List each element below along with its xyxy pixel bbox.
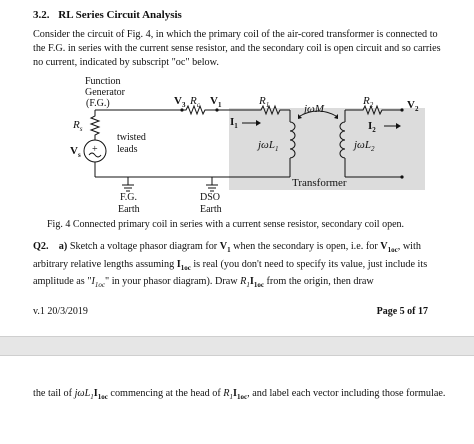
fg-earth-label2: Earth	[118, 204, 140, 215]
section-title: RL Series Circuit Analysis	[58, 9, 182, 21]
q-i1oc: $I_{1oc}$	[176, 258, 191, 272]
q-text-5: " in your phasor diagram). Draw	[105, 276, 238, 288]
rc-label: $R_c$	[190, 95, 200, 109]
figure-caption: Fig. 4 Connected primary coil in series with a current sense resistor, secondary coil open.	[47, 219, 405, 230]
i1-label: $I_1$	[230, 116, 238, 130]
continuation-paragraph	[33, 387, 451, 405]
vs-label: $V_s$	[70, 145, 81, 159]
c-r1: $R_1$	[223, 388, 234, 402]
version-footer: v.1 20/3/2019	[33, 306, 88, 317]
c-text-1: the tail of	[33, 388, 73, 399]
c-i1oc: $I_{1oc}$	[93, 388, 108, 402]
q-text-2: when the secondary is open, i.e. for	[233, 241, 378, 252]
q-r1: $R_1$	[240, 276, 250, 290]
i2-label: $I_2$	[368, 120, 376, 134]
dso-earth-label2: Earth	[200, 204, 222, 215]
jwl1-label: jωL$_1$	[258, 139, 279, 153]
circuit-figure	[62, 74, 437, 218]
fg-earth-label1: F.G.	[120, 192, 137, 203]
q-text-6: from the origin, then draw	[266, 276, 374, 288]
jwl2-label: jωL$_2$	[354, 139, 375, 153]
question-part: a)	[58, 241, 68, 252]
r1-label: $R_1$	[259, 95, 270, 109]
question-q2	[33, 240, 451, 293]
c-jwl1: jωL$_1$	[74, 388, 94, 402]
question-number: Q2.	[33, 241, 49, 252]
twisted-label: twisted	[117, 132, 146, 143]
section-heading	[33, 9, 182, 21]
section-number: 3.2.	[33, 9, 50, 21]
q-i1oc-2: $I_{1oc}$	[249, 276, 264, 290]
transformer-label: Transformer	[292, 177, 347, 189]
c-text-2: commencing at the head of	[110, 388, 221, 399]
v2-label: $V_2$	[407, 99, 419, 113]
c-text-3: , and label each vector including those formulae.	[247, 388, 446, 399]
intro-paragraph: Consider the circuit of Fig. 4, in which the primary coil of the air-cored transformer is connected to the F.G. in series with the current sense resistor, and the secondary coil is open circuit and so carries no current, indicated by subscript "oc" below.	[33, 29, 441, 69]
dso-earth-label1: DSO	[200, 192, 221, 203]
fg-label-line3: (F.G.)	[86, 98, 110, 109]
q-v1: $V_1$	[219, 241, 231, 255]
q-text-3: , with arbitrary relative lengths assuming	[33, 241, 421, 270]
q-text-1: Sketch a voltage phasor diagram for	[69, 241, 218, 252]
q-i1oc-amp: $I_{1oc}$	[91, 276, 105, 290]
c-i1oc-2: $I_{1oc}$	[233, 388, 248, 402]
q-v1oc: $V_{1oc}$	[380, 241, 398, 255]
rs-resistor	[91, 112, 99, 140]
q-text-4: is real (you don't need to specify its value, just include its amplitude as "	[33, 258, 428, 288]
v3-label: $V_3$	[174, 95, 186, 109]
fg-label-line1: Function	[85, 76, 121, 87]
jwm-label: jωM	[304, 103, 324, 115]
plus-sign: +	[92, 144, 98, 155]
fg-label-line2: Generator	[85, 87, 125, 98]
rs-label: $R_s$	[73, 119, 83, 133]
page-break	[0, 336, 474, 356]
page-number: Page 5 of 17	[376, 306, 428, 317]
v1-label: $V_1$	[210, 95, 222, 109]
r2-label: $R_2$	[363, 95, 374, 109]
leads-label: leads	[117, 144, 138, 155]
